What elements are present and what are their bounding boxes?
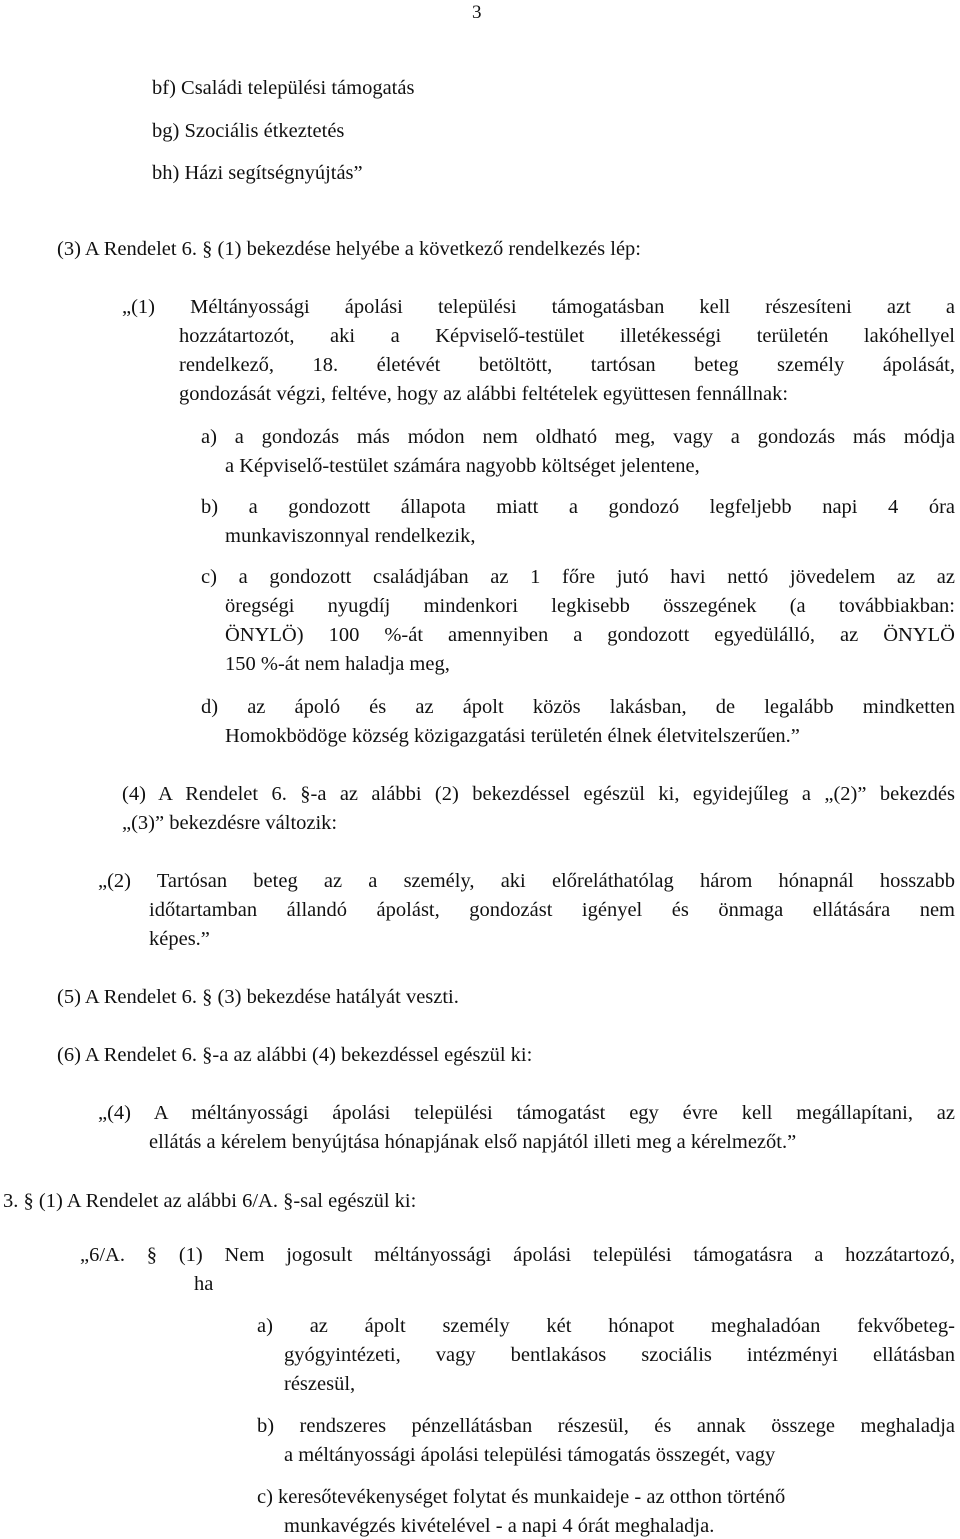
item-line: b) rendszeres pénzellátásban részesül, és annak összege meghaladja xyxy=(257,1415,955,1437)
condition-line: c) a gondozott családjában az 1 főre jutó havi nettó jövedelem az az xyxy=(201,566,955,588)
item-line: részesül, xyxy=(284,1373,356,1395)
list-item: bh) Házi segítségnyújtás” xyxy=(152,162,363,184)
paragraph-line: „(3)” bekezdésre változik: xyxy=(122,812,338,834)
quote-line: képes.” xyxy=(149,928,210,950)
quote-line: ha xyxy=(194,1273,214,1295)
list-item: bg) Szociális étkeztetés xyxy=(152,120,345,142)
item-line: a) az ápolt személy két hónapot meghaladóan fekvőbeteg- xyxy=(257,1315,955,1337)
condition-line: munkaviszonnyal rendelkezik, xyxy=(225,525,476,547)
page-number: 3 xyxy=(472,2,482,23)
quote-line: ellátás a kérelem benyújtása hónapjának első napjától illeti meg a kérelmezőt.” xyxy=(149,1131,797,1153)
quote-line: időtartamban állandó ápolást, gondozást igényel és önmaga ellátására nem xyxy=(149,899,955,921)
condition-line: b) a gondozott állapota miatt a gondozó legfeljebb napi 4 óra xyxy=(201,496,955,518)
condition-line: öregségi nyugdíj mindenkori legkisebb összegének (a továbbiakban: xyxy=(225,595,955,617)
quote-line: „(1) Méltányossági ápolási települési támogatásban kell részesíteni azt a xyxy=(122,296,955,318)
quote-line: hozzátartozót, aki a Képviselő-testület illetékességi területén lakóhellyel xyxy=(179,325,955,347)
paragraph-intro: (3) A Rendelet 6. § (1) bekezdése helyébe a következő rendelkezés lép: xyxy=(57,238,641,260)
condition-line: Homokbödöge község közigazgatási területén élnek életvitelszerűen.” xyxy=(225,725,800,747)
item-line: munkavégzés kivételével - a napi 4 órát meghaladja. xyxy=(284,1515,715,1537)
list-item: bf) Családi települési támogatás xyxy=(152,77,415,99)
paragraph-line: (5) A Rendelet 6. § (3) bekezdése hatályát veszti. xyxy=(57,986,459,1008)
condition-line: 150 %-át nem haladja meg, xyxy=(225,653,450,675)
condition-line: a) a gondozás más módon nem oldható meg, vagy a gondozás más módja xyxy=(201,426,955,448)
quote-line: „(4) A méltányossági ápolási települési támogatást egy évre kell megállapítani, az xyxy=(98,1102,955,1124)
quote-line: rendelkező, 18. életévét betöltött, tartósan beteg személy ápolását, xyxy=(179,354,955,376)
quote-line: „6/A. § (1) Nem jogosult méltányossági ápolási települési támogatásra a hozzátartozó, xyxy=(80,1244,955,1266)
item-line: gyógyintézeti, vagy bentlakásos szociális intézményi ellátásban xyxy=(284,1344,955,1366)
item-line: c) keresőtevékenységet folytat és munkaideje - az otthon történő xyxy=(257,1486,786,1508)
condition-line: d) az ápoló és az ápolt közös lakásban, de legalább mindketten xyxy=(201,696,955,718)
condition-line: a Képviselő-testület számára nagyobb költséget jelentene, xyxy=(225,455,700,477)
section-intro: 3. § (1) A Rendelet az alábbi 6/A. §-sal egészül ki: xyxy=(3,1190,417,1212)
quote-line: „(2) Tartósan beteg az a személy, aki előreláthatólag három hónapnál hosszabb xyxy=(98,870,955,892)
paragraph-line: (4) A Rendelet 6. §-a az alábbi (2) bekezdéssel egészül ki, egyidejűleg a „(2)” bekezdés xyxy=(122,783,955,805)
quote-line: gondozását végzi, feltéve, hogy az alábbi feltételek együttesen fennállnak: xyxy=(179,383,789,405)
paragraph-intro: (6) A Rendelet 6. §-a az alábbi (4) bekezdéssel egészül ki: xyxy=(57,1044,533,1066)
condition-line: ÖNYLÖ) 100 %-át amennyiben a gondozott egyedülálló, az ÖNYLÖ xyxy=(225,624,955,646)
item-line: a méltányossági ápolási települési támogatás összegét, vagy xyxy=(284,1444,776,1466)
